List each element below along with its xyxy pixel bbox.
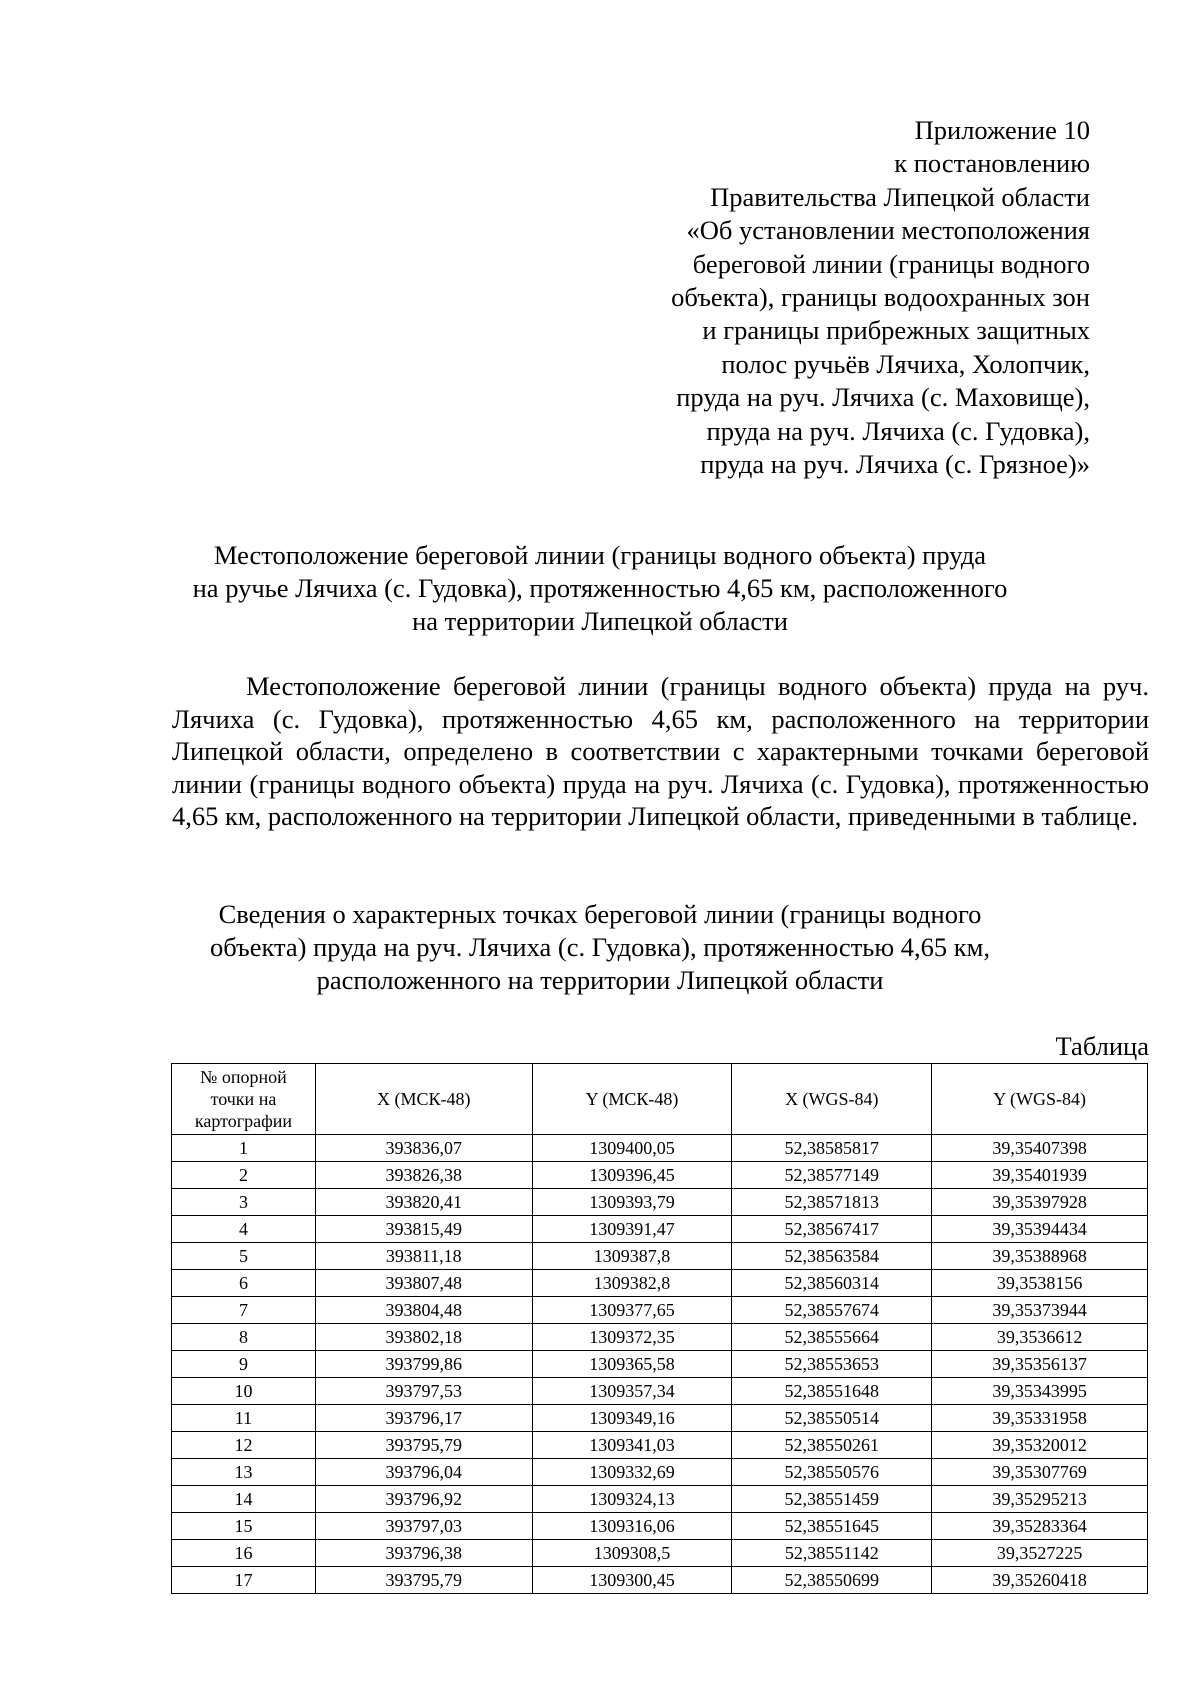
cell-point: 9 [172,1351,316,1378]
cell-x-wgs: 52,38551645 [732,1513,932,1540]
caption-line: Сведения о характерных точках береговой линии (границы водного [218,899,982,929]
cell-y-msk: 1309400,05 [532,1135,732,1162]
header-point-line: точки на [210,1089,277,1109]
cell-y-wgs: 39,35331958 [932,1405,1148,1432]
table-row [172,1162,1148,1189]
table-row [172,1405,1148,1432]
cell-point: 4 [172,1216,316,1243]
appendix-line: Приложение 10 [914,115,1090,145]
header-y-msk: Y (МСК-48) [532,1064,732,1135]
cell-x-msk: 393796,17 [315,1405,532,1432]
cell-x-msk: 393795,79 [315,1432,532,1459]
cell-y-wgs: 39,35283364 [932,1513,1148,1540]
table-body [172,1135,1148,1594]
table-row [172,1324,1148,1351]
cell-y-msk: 1309365,58 [532,1351,732,1378]
cell-point: 2 [172,1162,316,1189]
cell-y-msk: 1309332,69 [532,1459,732,1486]
table-header-row [172,1064,1148,1135]
cell-x-msk: 393797,53 [315,1378,532,1405]
table-row [172,1540,1148,1567]
cell-point: 14 [172,1486,316,1513]
cell-y-msk: 1309316,06 [532,1513,732,1540]
appendix-line: и границы прибрежных защитных [702,315,1090,346]
cell-y-msk: 1309396,45 [532,1162,732,1189]
cell-x-wgs: 52,38550261 [732,1432,932,1459]
cell-point: 7 [172,1297,316,1324]
cell-x-msk: 393796,38 [315,1540,532,1567]
cell-x-msk: 393804,48 [315,1297,532,1324]
cell-y-wgs: 39,35307769 [932,1459,1148,1486]
cell-x-msk: 393796,92 [315,1486,532,1513]
cell-y-msk: 1309300,45 [532,1567,732,1594]
cell-x-wgs: 52,38550514 [732,1405,932,1432]
table-row [172,1297,1148,1324]
document-title [0,539,1200,638]
cell-x-msk: 393836,07 [315,1135,532,1162]
cell-point: 12 [172,1432,316,1459]
cell-x-msk: 393807,48 [315,1270,532,1297]
cell-y-msk: 1309372,35 [532,1324,732,1351]
cell-x-msk: 393815,49 [315,1216,532,1243]
appendix-line: объекта), границы водоохранных зон [671,282,1090,313]
cell-y-wgs: 39,35373944 [932,1297,1148,1324]
cell-point: 1 [172,1135,316,1162]
appendix-line: пруда на руч. Лячиха (с. Грязное)» [700,449,1090,480]
header-x-wgs: X (WGS-84) [732,1064,932,1135]
cell-point: 17 [172,1567,316,1594]
cell-y-msk: 1309391,47 [532,1216,732,1243]
table-row [172,1243,1148,1270]
cell-point: 5 [172,1243,316,1270]
title-line: на территории Липецкой области [412,606,788,636]
appendix-line: «Об установлении местоположения [686,215,1090,246]
cell-point: 10 [172,1378,316,1405]
cell-y-msk: 1309393,79 [532,1189,732,1216]
appendix-line: к постановлению [894,148,1090,179]
cell-x-wgs: 52,38567417 [732,1216,932,1243]
appendix-line: полос ручьёв Лячиха, Холопчик, [721,348,1090,379]
cell-x-msk: 393826,38 [315,1162,532,1189]
header-x-msk: X (МСК-48) [315,1064,532,1135]
cell-x-wgs: 52,38550576 [732,1459,932,1486]
title-line: на ручье Лячиха (с. Гудовка), протяженностью 4,65 км, расположенного [192,573,1008,603]
cell-x-wgs: 52,38585817 [732,1135,932,1162]
cell-y-wgs: 39,35388968 [932,1243,1148,1270]
cell-x-wgs: 52,38560314 [732,1270,932,1297]
cell-point: 16 [172,1540,316,1567]
appendix-line: береговой линии (границы водного [692,248,1090,279]
header-point-line: картографии [194,1111,293,1131]
cell-x-wgs: 52,38571813 [732,1189,932,1216]
table-row [172,1486,1148,1513]
header-y-wgs: Y (WGS-84) [932,1064,1148,1135]
cell-x-wgs: 52,38551142 [732,1540,932,1567]
cell-y-msk: 1309387,8 [532,1243,732,1270]
coordinates-table [171,1063,1148,1594]
cell-y-wgs: 39,35356137 [932,1351,1148,1378]
appendix-line: пруда на руч. Лячиха (с. Гудовка), [706,415,1090,446]
cell-y-msk: 1309308,5 [532,1540,732,1567]
header-point [172,1064,316,1135]
cell-point: 3 [172,1189,316,1216]
cell-point: 15 [172,1513,316,1540]
cell-y-msk: 1309357,34 [532,1378,732,1405]
header-point-line: № опорной [200,1067,287,1087]
table-row [172,1378,1148,1405]
cell-x-wgs: 52,38551648 [732,1378,932,1405]
appendix-line: пруда на руч. Лячиха (с. Маховище), [676,382,1090,413]
cell-y-wgs: 39,35343995 [932,1378,1148,1405]
body-paragraph: Местоположение береговой линии (границы водного объекта) пруда на руч. Лячиха (с. Гудовка), протяженностью 4,65 км, расположенного на территории Липецкой области, определено в соответствии с характерными точками береговой линии (границы водного объекта) пруда на руч. Лячиха (с. Гудовка), протяженностью 4,65 км, расположенного на территории Липецкой области, приведенными в таблице. [172,671,1149,831]
cell-y-wgs: 39,3527225 [932,1540,1148,1567]
cell-y-wgs: 39,35407398 [932,1135,1148,1162]
cell-y-wgs: 39,35397928 [932,1189,1148,1216]
cell-point: 11 [172,1405,316,1432]
table-label: Таблица [1055,1031,1149,1061]
cell-x-msk: 393820,41 [315,1189,532,1216]
cell-x-wgs: 52,38563584 [732,1243,932,1270]
cell-x-wgs: 52,38555664 [732,1324,932,1351]
caption-line: расположенного на территории Липецкой области [316,965,884,995]
appendix-line: Правительства Липецкой области [710,181,1090,212]
caption-line: объекта) пруда на руч. Лячиха (с. Гудовка), протяженностью 4,65 км, [209,932,991,962]
cell-y-wgs: 39,3538156 [932,1270,1148,1297]
table-row [172,1216,1148,1243]
title-line: Местоположение береговой линии (границы водного объекта) пруда [213,540,987,570]
cell-x-wgs: 52,38551459 [732,1486,932,1513]
table-row [172,1135,1148,1162]
table-caption [0,898,1200,997]
cell-y-wgs: 39,35260418 [932,1567,1148,1594]
cell-x-wgs: 52,38553653 [732,1351,932,1378]
cell-x-msk: 393811,18 [315,1243,532,1270]
cell-y-wgs: 39,3536612 [932,1324,1148,1351]
cell-x-msk: 393795,79 [315,1567,532,1594]
cell-y-wgs: 39,35295213 [932,1486,1148,1513]
cell-y-msk: 1309382,8 [532,1270,732,1297]
cell-y-msk: 1309377,65 [532,1297,732,1324]
cell-y-wgs: 39,35401939 [932,1162,1148,1189]
table-row [172,1432,1148,1459]
cell-point: 8 [172,1324,316,1351]
cell-x-msk: 393797,03 [315,1513,532,1540]
cell-y-msk: 1309324,13 [532,1486,732,1513]
table-row [172,1351,1148,1378]
cell-y-msk: 1309349,16 [532,1405,732,1432]
cell-x-wgs: 52,38550699 [732,1567,932,1594]
cell-x-msk: 393799,86 [315,1351,532,1378]
table-row [172,1189,1148,1216]
cell-point: 6 [172,1270,316,1297]
cell-x-msk: 393796,04 [315,1459,532,1486]
table-row [172,1459,1148,1486]
table-row [172,1567,1148,1594]
table-row [172,1270,1148,1297]
cell-y-msk: 1309341,03 [532,1432,732,1459]
cell-y-wgs: 39,35394434 [932,1216,1148,1243]
appendix-header [530,114,1090,481]
cell-y-wgs: 39,35320012 [932,1432,1148,1459]
cell-point: 13 [172,1459,316,1486]
cell-x-msk: 393802,18 [315,1324,532,1351]
cell-x-wgs: 52,38557674 [732,1297,932,1324]
table-row [172,1513,1148,1540]
cell-x-wgs: 52,38577149 [732,1162,932,1189]
